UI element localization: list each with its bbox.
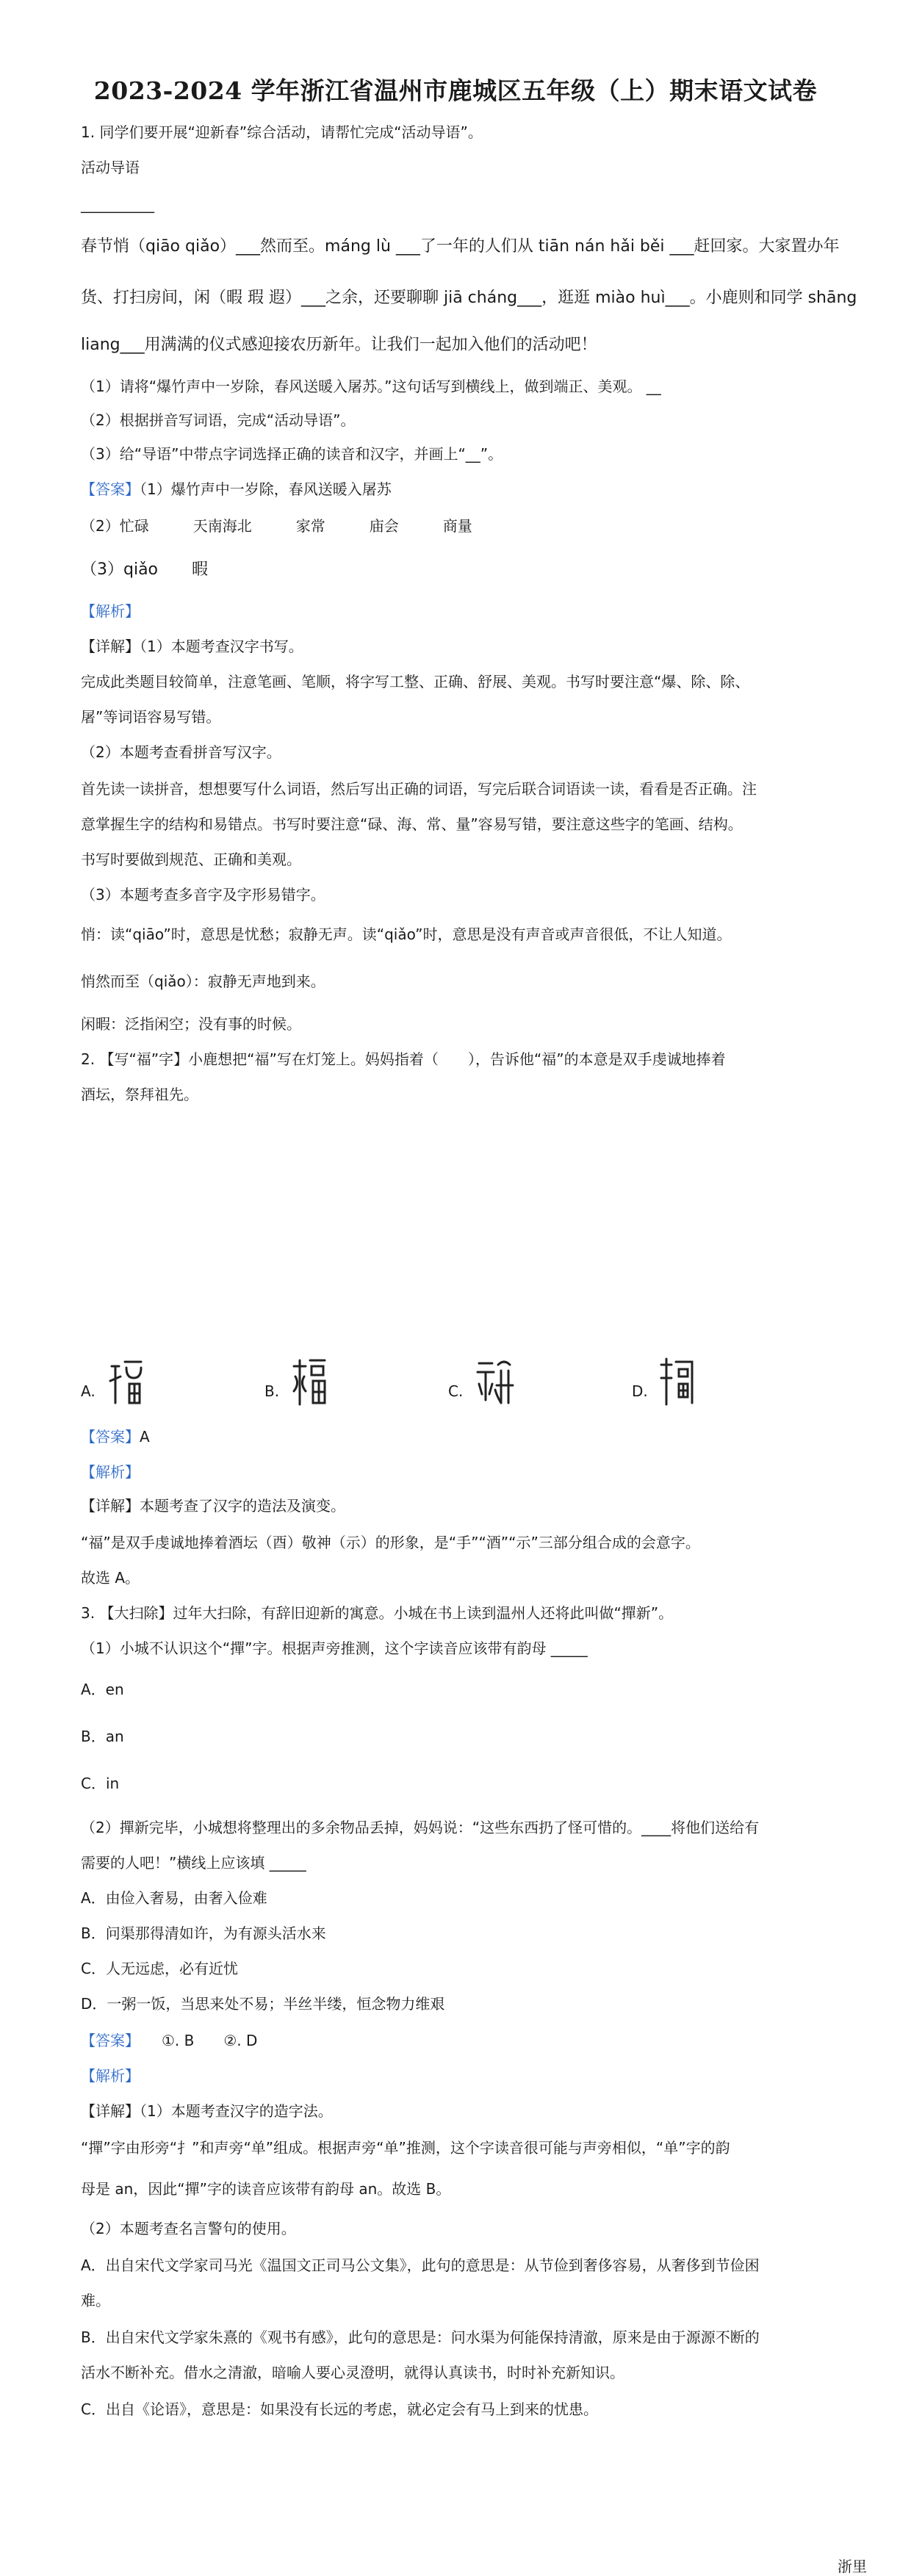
q1-guide-heading: 活动导语 bbox=[81, 159, 140, 176]
q1-answer bbox=[81, 479, 392, 499]
q2-intro-2: 酒坛，祭拜祖先。 bbox=[81, 1086, 198, 1103]
q3-detail-1: 【详解】（1）本题考查汉字的造字法。 bbox=[81, 2102, 333, 2120]
q3-detail-6: 难。 bbox=[81, 2292, 110, 2309]
seal-glyph-d-icon bbox=[658, 1352, 696, 1410]
q3-choice-3: C．人无远虑，必有近忧 bbox=[81, 1960, 238, 1977]
q2-intro-1: 2. 【写“福”字】小鹿想把“福”写在灯笼上。妈妈指着（ ），告诉他“福”的本意是双手虔诚地捧着 bbox=[81, 1050, 726, 1068]
answer-tag: 【答案】 bbox=[81, 480, 140, 498]
q1-intro: 1. 同学们要开展“迎新春”综合活动，请帮忙完成“活动导语”。 bbox=[81, 123, 483, 141]
q2-detail-2: “福”是双手虔诚地捧着酒坛（酉）敬神（示）的形象，是“手”“酒”“示”三部分组合成的会意字。 bbox=[81, 1534, 700, 1551]
q1-detail-9: 悄：读“qiāo”时，意思是忧愁；寂静无声。读“qiǎo”时，意思是没有声音或声音很低，不让人知道。 bbox=[81, 926, 732, 943]
q1-detail-11: 闲暇：泛指闲空；没有事的时候。 bbox=[81, 1015, 301, 1033]
q1-answer-2: （2）忙碌 天南海北 家常 庙会 商量 bbox=[81, 517, 472, 535]
seal-glyph-b-icon bbox=[291, 1352, 329, 1410]
q3-detail-8: 活水不断补充。借水之清澈，暗喻人要心灵澄明，就得认真读书，时时补充新知识。 bbox=[81, 2364, 624, 2381]
q1-passage-line-3: liang___用满满的仪式感迎接农历新年。让我们一起加入他们的活动吧！ bbox=[81, 336, 597, 354]
q1-answer-3: （3）qiǎo 暇 bbox=[81, 560, 209, 579]
q1-detail-6: 意掌握生字的结构和易错点。书写时要注意“碌、海、常、量”容易写错，要注意这些字的笔画、结构。 bbox=[81, 815, 743, 833]
q1-detail-8: （3）本题考查多音字及字形易错字。 bbox=[81, 886, 325, 903]
q1-subq-1: （1）请将“爆竹声中一岁除，春风送暖入屠苏。”这句话写到横线上，做到端正、美观。 __ bbox=[81, 378, 661, 395]
q3-detail-2: “撣”字由形旁“扌”和声旁“单”组成。根据声旁“单”推测，这个字读音很可能与声旁相似，“单”字的韵 bbox=[81, 2139, 730, 2157]
q3-subq-1: （1）小城不认识这个“撣”字。根据声旁推测，这个字读音应该带有韵母 _____ bbox=[81, 1639, 588, 1657]
q1-blank-line: __________ bbox=[81, 195, 154, 213]
page-title: 2023-2024 学年浙江省温州市鹿城区五年级（上）期末语文试卷 bbox=[93, 76, 818, 105]
q1-detail-7: 书写时要做到规范、正确和美观。 bbox=[81, 851, 301, 868]
q3-subq-2b: 需要的人吧！”横线上应该填 _____ bbox=[81, 1854, 306, 1872]
q3-answer-value: ①. B ②. D bbox=[162, 2032, 258, 2049]
answer-tag: 【答案】 bbox=[81, 2032, 140, 2049]
q1-detail-2: 完成此类题目较简单，注意笔画、笔顺，将字写工整、正确、舒展、美观。书写时要注意“爆、除、除、 bbox=[81, 673, 750, 690]
q3-detail-4: （2）本题考查名言警句的使用。 bbox=[81, 2220, 296, 2237]
q3-subq-2a: （2）撣新完毕，小城想将整理出的多余物品丢掉，妈妈说：“这些东西扔了怪可惜的。____将他们送给有 bbox=[81, 1819, 760, 1836]
q1-answer-1: （1）爆竹声中一岁除，春风送暖入屠苏 bbox=[140, 480, 392, 498]
q3-option-a: A．en bbox=[81, 1681, 124, 1698]
q3-choice-4: D．一粥一饭，当思来处不易；半丝半缕，恒念物力维艰 bbox=[81, 1995, 445, 2013]
q1-passage-line-2: 货、打扫房间，闲（暇 瑕 遐）___之余，还要聊聊 jiā cháng___，逛逛 miào huì___。小鹿则和同学 shāng bbox=[81, 289, 857, 307]
q1-detail-4: （2）本题考查看拼音写汉字。 bbox=[81, 743, 281, 761]
seal-glyph-c-icon bbox=[475, 1352, 519, 1410]
q1-subq-2: （2）根据拼音写词语，完成“活动导语”。 bbox=[81, 411, 356, 429]
q3-intro: 3. 【大扫除】过年大扫除，有辞旧迎新的寓意。小城在书上读到温州人还将此叫做“撣新”。 bbox=[81, 1604, 674, 1622]
q2-detail-3: 故选 A。 bbox=[81, 1569, 140, 1587]
answer-tag: 【答案】 bbox=[81, 1428, 140, 1446]
q3-option-b: B．an bbox=[81, 1728, 124, 1745]
q2-detail-1: 【详解】本题考查了汉字的造法及演变。 bbox=[81, 1497, 345, 1515]
q3-choice-2: B．问渠那得清如许，为有源头活水来 bbox=[81, 1924, 326, 1942]
q3-detail-7: B．出自宋代文学家朱熹的《观书有感》，此句的意思是：问水渠为何能保持清澈，原来是由于源源不断的 bbox=[81, 2328, 760, 2346]
seal-glyph-a-icon bbox=[107, 1352, 145, 1410]
q3-analysis-tag: 【解析】 bbox=[81, 2067, 140, 2085]
q2-analysis-tag: 【解析】 bbox=[81, 1463, 140, 1481]
q1-detail-1: 【详解】（1）本题考查汉字书写。 bbox=[81, 638, 303, 655]
q3-answer bbox=[81, 2030, 257, 2051]
q3-detail-5: A．出自宋代文学家司马光《温国文正司马公文集》，此句的意思是：从节俭到奢侈容易，从奢侈到节俭困 bbox=[81, 2256, 760, 2274]
q3-detail-9: C．出自《论语》，意思是：如果没有长远的考虑，就必定会有马上到来的忧患。 bbox=[81, 2400, 598, 2418]
q1-detail-5: 首先读一读拼音，想想要写什么词语，然后写出正确的词语，写完后联合词语读一读，看看是否正确。注 bbox=[81, 780, 757, 798]
q2-answer-value: A bbox=[140, 1428, 150, 1446]
q3-option-c: C．in bbox=[81, 1775, 120, 1792]
q2-answer bbox=[81, 1426, 150, 1447]
q2-options: A. B. C. D. bbox=[81, 1352, 815, 1418]
q1-detail-10: 悄然而至（qiǎo）：寂静无声地到来。 bbox=[81, 973, 325, 990]
q1-passage-line-1: 春节悄（qiāo qiǎo）___然而至。máng lù ___了一年的人们从 tiān nán hǎi běi ___赶回家。大家置办年 bbox=[81, 237, 840, 256]
footer-mark: 浙里 bbox=[838, 2558, 867, 2575]
q1-detail-3: 屠”等词语容易写错。 bbox=[81, 708, 221, 726]
q3-choice-1: A．由俭入奢易，由奢入俭难 bbox=[81, 1889, 267, 1907]
q1-subq-3: （3）给“导语”中带点字词选择正确的读音和汉字，并画上“__”。 bbox=[81, 445, 503, 463]
q3-detail-3: 母是 an，因此“撣”字的读音应该带有韵母 an。故选 B。 bbox=[81, 2180, 451, 2198]
q1-analysis-tag: 【解析】 bbox=[81, 602, 140, 620]
